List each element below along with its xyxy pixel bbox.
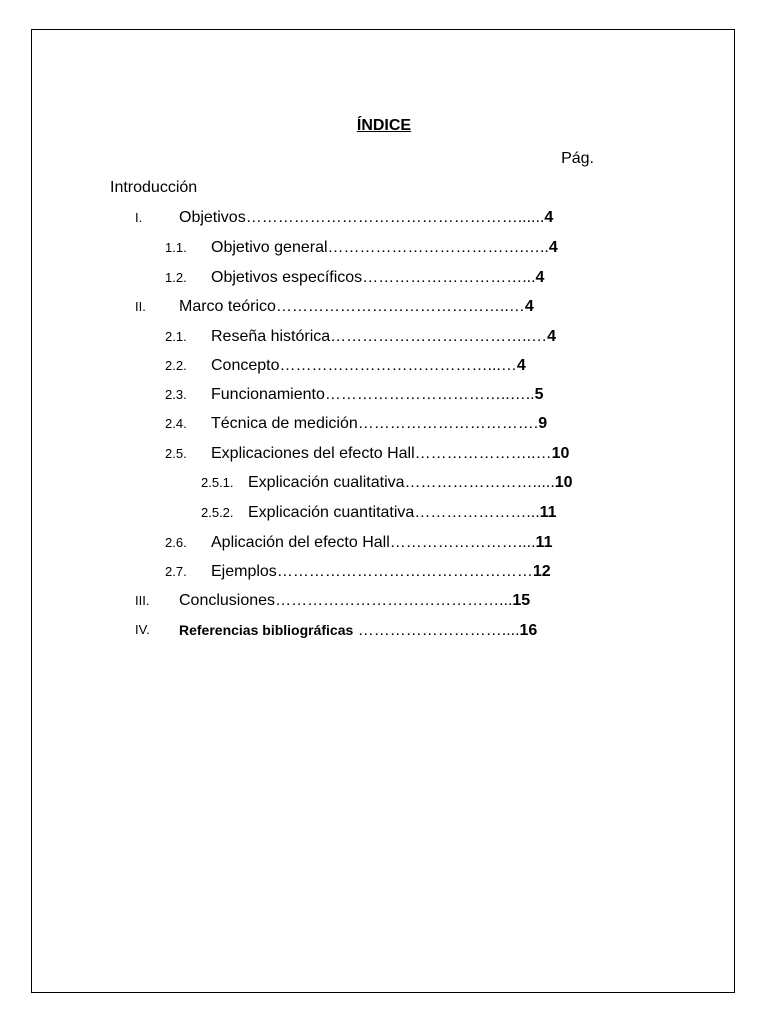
toc-entry-leader: …………………….....	[404, 474, 555, 491]
toc-entry-title: Objetivos específicos	[211, 269, 363, 286]
toc-entry-title: Referencias bibliográficas	[179, 622, 354, 638]
toc-entry-page: 15	[512, 592, 531, 609]
toc-entry-leader: ……………………………………..…	[275, 298, 525, 315]
toc-entry-title: Conclusiones	[179, 592, 276, 609]
toc-entry-leader: ……………………………………...	[275, 592, 513, 609]
toc-entry-page: 12	[532, 563, 551, 580]
toc-entry-leader: ………………………………..…	[330, 328, 548, 345]
toc-entry-title: Objetivo general	[211, 239, 328, 256]
toc-entry-title: Concepto	[211, 357, 280, 374]
toc-entry-page: 16	[519, 622, 538, 639]
toc-entry-number: 2.1.	[165, 329, 187, 344]
toc-entry-title: Explicaciones del efecto Hall	[211, 445, 415, 462]
toc-entry-title: Ejemplos	[211, 563, 277, 580]
toc-entry-page: 10	[554, 474, 573, 491]
toc-entry-number: 2.6.	[165, 535, 187, 550]
toc-entry-leader: ………………………....	[353, 622, 520, 639]
toc-entry-leader: …………………...	[414, 504, 540, 521]
toc-entry-leader: ……………………....	[389, 534, 536, 551]
toc-entry-page: 11	[539, 504, 557, 521]
toc-entry-leader: ……………………………..…..	[324, 386, 535, 403]
toc-entry-number: IV.	[135, 622, 150, 637]
toc-entry-leader: …………………………………………	[276, 563, 533, 580]
intro-entry: Introducción	[110, 179, 198, 196]
toc-entry-number: 2.7.	[165, 564, 187, 579]
toc-entry-page: 11	[535, 534, 553, 551]
toc-entry-number: 1.2.	[165, 270, 187, 285]
toc-entry-leader: ……………………………….…..	[327, 239, 549, 256]
toc-entry-page: 4	[535, 269, 545, 286]
toc-entry-leader: …………………………….	[357, 415, 539, 432]
toc-entry-title: Técnica de medición	[211, 415, 358, 432]
toc-entry-leader: ……………………………………………......	[245, 209, 545, 226]
toc-entry-number: I.	[135, 210, 143, 225]
toc-entry-number: III.	[135, 593, 150, 608]
toc-entry-page: 9	[538, 415, 548, 432]
toc-entry-page: 4	[524, 298, 534, 315]
toc-entry-title: Funcionamiento	[211, 386, 325, 403]
toc-entry-page: 5	[534, 386, 544, 403]
toc-entry-number: 2.3.	[165, 387, 187, 402]
toc-entry-number: 2.2.	[165, 358, 187, 373]
toc-entry-title: Objetivos	[179, 209, 246, 226]
toc-entry-number: 1.1.	[165, 240, 187, 255]
toc-entry-title: Explicación cuantitativa	[248, 504, 415, 521]
toc-entry-title: Aplicación del efecto Hall	[211, 534, 390, 551]
toc-entry-number: 2.5.2.	[201, 505, 234, 520]
toc-entry-number: 2.4.	[165, 416, 187, 431]
toc-entry-leader: …………………………………...…	[279, 357, 517, 374]
toc-entry-page: 4	[544, 209, 554, 226]
page-column-label: Pág.	[561, 150, 594, 167]
index-title: ÍNDICE	[356, 117, 412, 134]
toc-entry-title: Explicación cualitativa	[248, 474, 405, 491]
toc-entry-page: 10	[551, 445, 570, 462]
toc-entry-page: 4	[547, 328, 556, 345]
toc-entry-number: 2.5.1.	[201, 475, 234, 490]
toc-entry-leader: …………………………...	[362, 269, 536, 286]
toc-entry-title: Reseña histórica	[211, 328, 331, 345]
toc-entry-page: 4	[548, 239, 558, 256]
toc-entry-page: 4	[516, 357, 526, 374]
toc-entry-number: 2.5.	[165, 446, 187, 461]
toc-entry-number: II.	[135, 299, 146, 314]
toc-entry-leader: …………………..…	[414, 445, 552, 462]
toc-entry-title: Marco teórico	[179, 298, 276, 315]
